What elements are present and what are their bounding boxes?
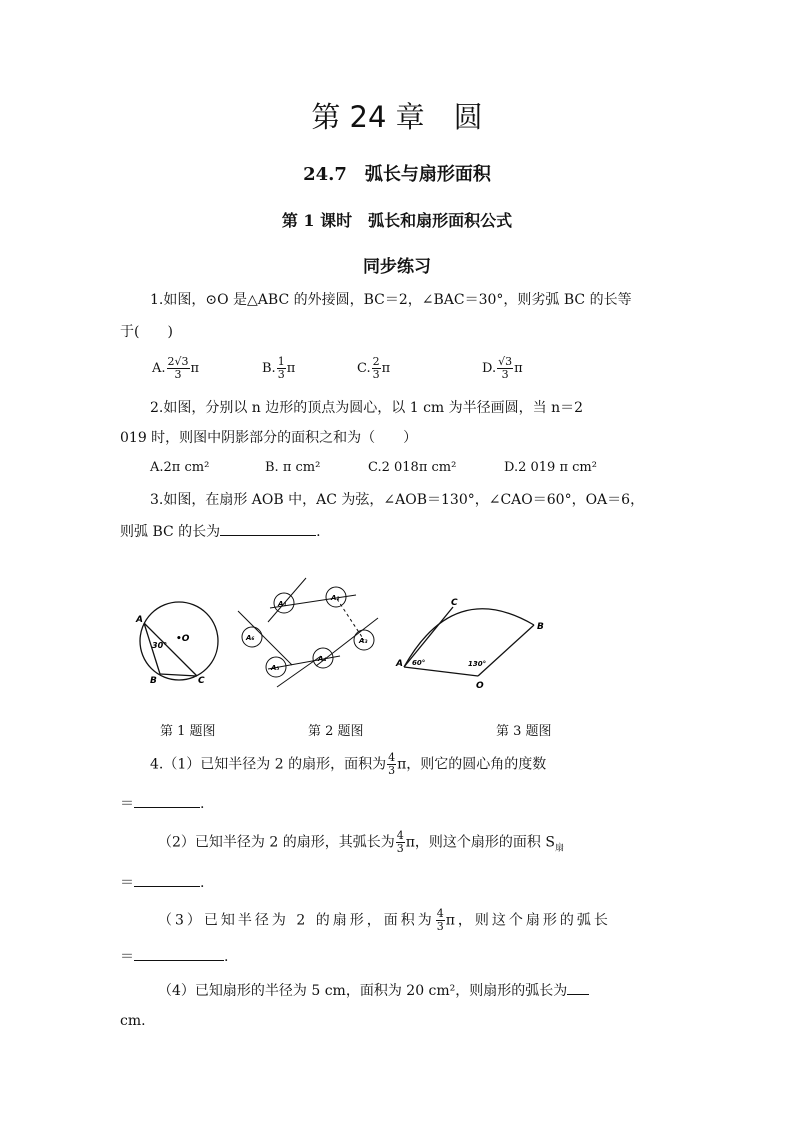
answer-blank[interactable] bbox=[134, 946, 224, 961]
chord-bc bbox=[160, 674, 197, 676]
q4-part3-line1: （3）已知半径为 2 的扇形，面积为 $\frac{4}{3}$ π，则这个扇形的弧长 bbox=[158, 907, 611, 933]
fraction: $\frac{4}{3}$ bbox=[436, 907, 444, 933]
q4-part3-line2: ＝ . bbox=[120, 946, 228, 967]
figure-1 bbox=[135, 602, 218, 686]
q4-part1-line1: 4.（1）已知半径为 2 的扇形，面积为 $\frac{4}{3}$ π，则它的圆心角的度数 bbox=[150, 751, 547, 777]
q3-line1: 3.如图，在扇形 AOB 中，AC 为弦，∠AOB＝130°，∠CAO＝60°，OA＝6， bbox=[150, 492, 645, 508]
option-label: D. bbox=[482, 361, 497, 376]
q2-line2: 019 时，则图中阴影部分的面积之和为（ ） bbox=[120, 430, 418, 446]
lesson-title: 第 1 课时 弧长和扇形面积公式 bbox=[281, 211, 513, 230]
fraction: $\frac{1}{3}$ bbox=[277, 355, 285, 381]
fraction: $\frac{2}{3}$ bbox=[372, 355, 380, 381]
label-a: A bbox=[396, 659, 403, 669]
q4-part4-line1: （4）已知扇形的半径为 5 cm，面积为 20 cm²，则扇形的弧长为 bbox=[158, 980, 589, 1001]
label-b: B bbox=[150, 676, 157, 686]
chord-ac bbox=[404, 607, 453, 667]
figure-2 bbox=[238, 578, 378, 687]
q4-part2-line2: ＝ . bbox=[120, 872, 204, 893]
label-angle-o: 130° bbox=[468, 660, 487, 668]
label-vertex: A₁ bbox=[278, 600, 287, 608]
chapter-title: 第 24 章 圆 bbox=[311, 100, 483, 134]
section-title: 24.7 弧长与扇形面积 bbox=[303, 164, 491, 185]
fraction: $\frac{√3}{3}$ bbox=[498, 355, 513, 381]
caption-fig3: 第 3 题图 bbox=[496, 724, 552, 739]
label-angle-a: 60° bbox=[412, 659, 426, 667]
q4-part4-line2: cm. bbox=[120, 1013, 146, 1029]
label-a: A bbox=[136, 615, 143, 625]
label-angle: 30° bbox=[152, 641, 168, 650]
q2-option-d: D.2 019 π cm² bbox=[504, 460, 597, 475]
q1-option-a: A. $\frac{2√3}{3}$ π bbox=[152, 355, 200, 381]
label-vertex: A₃ bbox=[359, 637, 368, 645]
line bbox=[268, 578, 306, 622]
figure-3 bbox=[395, 598, 544, 691]
label-b: B bbox=[537, 622, 544, 632]
answer-blank[interactable] bbox=[134, 872, 200, 887]
figures-svg bbox=[120, 570, 580, 700]
answer-blank[interactable] bbox=[567, 980, 589, 995]
q2-option-a: A.2π cm² bbox=[150, 460, 210, 475]
radius-ob bbox=[478, 625, 534, 676]
label-c: C bbox=[451, 598, 458, 608]
q1-option-d: D. $\frac{√3}{3}$ π bbox=[482, 355, 523, 381]
label-c: C bbox=[198, 676, 205, 686]
option-label: A. bbox=[152, 361, 166, 376]
q1-option-b: B. $\frac{1}{3}$ π bbox=[262, 355, 296, 381]
q2-line1: 2.如图，分别以 n 边形的顶点为圆心，以 1 cm 为半径画圆，当 n＝2 bbox=[150, 400, 584, 416]
label-vertex: A₆ bbox=[246, 634, 255, 642]
q1-line1: 1.如图，⊙O 是△ABC 的外接圆，BC＝2，∠BAC＝30°，则劣弧 BC 的长等 bbox=[150, 292, 632, 308]
label-vertex: A₄ bbox=[318, 655, 327, 663]
option-label: B. bbox=[262, 361, 276, 376]
answer-blank[interactable] bbox=[220, 521, 316, 536]
fraction: $\frac{4}{3}$ bbox=[396, 829, 404, 855]
q3-line2: 则弧 BC 的长为 . bbox=[120, 521, 321, 542]
q4-part2-line1: （2）已知半径为 2 的扇形，其弧长为 $\frac{4}{3}$ π，则这个扇形的面积 $S_扇$ bbox=[158, 829, 564, 855]
caption-fig1: 第 1 题图 bbox=[160, 724, 216, 739]
q2-option-c: C.2 018π cm² bbox=[368, 460, 457, 475]
q1-option-c: C. $\frac{2}{3}$ π bbox=[357, 355, 391, 381]
label-vertex: A₂ bbox=[331, 594, 340, 602]
label-o: •O bbox=[176, 634, 190, 644]
q1-line2: 于( ) bbox=[120, 324, 173, 340]
label-vertex: A₅ bbox=[271, 664, 280, 672]
q4-part1-line2: ＝ . bbox=[120, 793, 204, 814]
caption-fig2: 第 2 题图 bbox=[308, 724, 364, 739]
option-label: C. bbox=[357, 361, 371, 376]
fraction: $\frac{4}{3}$ bbox=[388, 751, 396, 777]
q2-option-b: B. π cm² bbox=[265, 460, 321, 475]
fraction: $\frac{2√3}{3}$ bbox=[167, 355, 189, 381]
answer-blank[interactable] bbox=[134, 793, 200, 808]
radius-oa bbox=[404, 667, 478, 676]
exercise-title: 同步练习 bbox=[363, 257, 431, 277]
label-o: O bbox=[476, 681, 484, 691]
